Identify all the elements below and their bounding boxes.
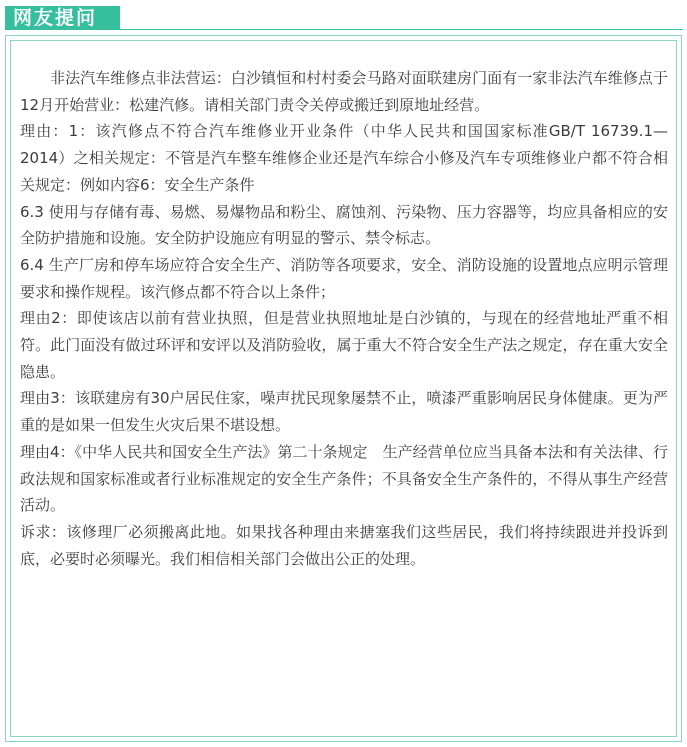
- question-box-inner: [10, 40, 677, 737]
- paragraph-reason-3: 理由3：该联建房有30户居民住家，噪声扰民现象屡禁不止，喷漆严重影响居民身体健康。更为严重的是如果一但发生火灾后果不堪设想。: [20, 389, 668, 435]
- header-divider: [120, 29, 683, 30]
- paragraph-reason-4: 理由4：《中华人民共和国安全生产法》第二十条规定 生产经营单位应当具备本法和有关法律、行政法规和国家标准或者行业标准规定的安全生产条件；不具备安全生产条件的，不得从事生产经营活动。: [20, 442, 668, 515]
- question-box: [5, 35, 682, 742]
- paragraph-complaint: 非法汽车维修点非法营运：白沙镇恒和村村委会马路对面联建房门面有一家非法汽车维修点于12月开始营业：松建汽修。请相关部门责令关停或搬迁到原地址经营。: [20, 69, 668, 114]
- question-content: [20, 65, 668, 572]
- paragraph-demand: 诉求：该修理厂必须搬离此地。如果找各种理由来搪塞我们这些居民，我们将持续跟进并投诉到底，必要时必须曝光。我们相信相关部门会做出公正的处理。: [20, 522, 668, 568]
- paragraph-reason-2: 理由2：即使该店以前有营业执照，但是营业执照地址是白沙镇的，与现在的经营地址严重不相符。此门面没有做过环评和安评以及消防验收，属于重大不符合安全生产法之规定，存在重大安全隐患。: [20, 309, 668, 381]
- paragraph-clause-6-3: 6.3 使用与存储有毒、易燃、易爆物品和粉尘、腐蚀剂、污染物、压力容器等，均应具备相应的安全防护措施和设施。安全防护设施应有明显的警示、禁令标志。: [20, 202, 668, 248]
- paragraph-reason-1: 理由：1：该汽修点不符合汽车维修业开业条件（中华人民共和国国家标准GB/T 16739.1—2014）之相关规定：不管是汽车整车维修企业还是汽车综合小修及汽车专项维修业户都不符合相关规定：例如内容6：安全生产条件: [20, 122, 668, 194]
- section-header: [0, 0, 687, 32]
- section-title: 网友提问: [5, 6, 120, 30]
- paragraph-clause-6-4: 6.4 生产厂房和停车场应符合安全生产、消防等各项要求，安全、消防设施的设置地点应明示管理要求和操作规程。该汽修点都不符合以上条件；: [20, 255, 668, 301]
